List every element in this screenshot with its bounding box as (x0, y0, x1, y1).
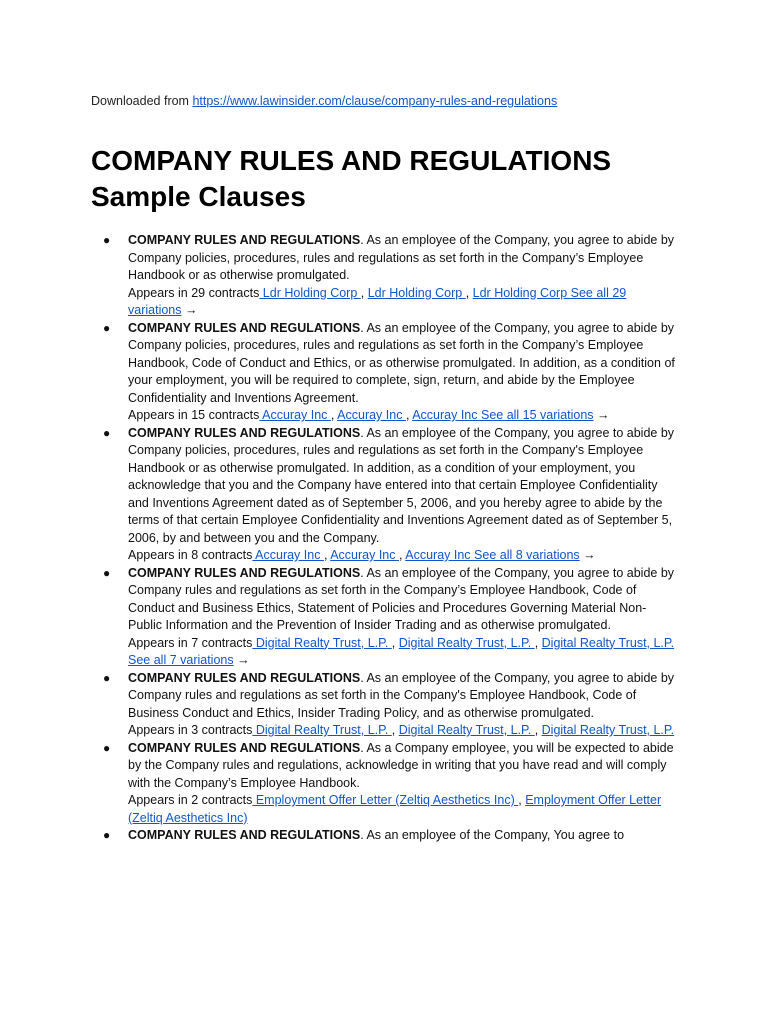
arrow-right-icon: → (237, 653, 250, 667)
link-separator: , (391, 635, 399, 650)
contract-link[interactable]: Accuray Inc (337, 408, 406, 422)
see-all-variations-link[interactable]: See all 15 variations (480, 408, 594, 422)
link-separator: , (360, 285, 368, 300)
bullet-icon: ● (103, 565, 111, 580)
source-line (91, 94, 557, 108)
contract-link[interactable]: Digital Realty Trust, L.P. (398, 723, 535, 737)
contract-link[interactable]: Digital Realty Trust, L.P. (541, 635, 675, 650)
clause-text: . As a Company employee, you will be expected to abide by the Company rules and regulations, acknowledge in writing that you have read and will comply with the Company’s Employee Handbook. (128, 740, 674, 790)
arrow-right-icon: → (597, 408, 610, 422)
clause-text: . As an employee of the Company, You agree to (360, 828, 625, 842)
contract-link[interactable]: Accuray Inc (412, 408, 481, 422)
link-separator: , (391, 723, 399, 737)
clause-text: . As an employee of the Company, you agree to abide by Company policies, procedures, rules and regulations as set forth in the Company's Employee Handbook or as otherwise promulgated. In addition, as a condition of your employment, you acknowledge that you and the Company have entered into that certain Employee Confidentiality and Inventions Agreement dated as of September 5, 2006, and you hereby agree to abide by the terms of that certain Employee Confidentiality and Inventions Agreement dated as of September 5, 2006, by and between you and the Company. (128, 425, 675, 545)
appears-count: Appears in 8 contracts (128, 548, 253, 562)
clause-text: . As an employee of the Company, you agree to abide by Company policies, procedures, rules and regulations as set forth in the Company’s Employee Handbook or as otherwise promulgated. (128, 233, 675, 282)
link-separator: , (534, 635, 542, 650)
see-all-variations-link[interactable]: See all 7 variations (128, 653, 234, 667)
appears-count: Appears in 2 contracts (128, 793, 253, 807)
contract-link[interactable]: Employment Offer Letter (Zeltiq Aesthetics Inc) (128, 793, 662, 825)
link-separator: , (323, 548, 331, 562)
contract-link[interactable]: Employment Offer Letter (Zeltiq Aesthetics Inc) (252, 793, 519, 807)
clause-heading: COMPANY RULES AND REGULATIONS (128, 828, 361, 842)
appears-line (128, 722, 680, 740)
contract-link[interactable]: Ldr Holding Corp (259, 285, 361, 300)
arrow-right-icon: → (583, 548, 596, 562)
contract-link[interactable]: Digital Realty Trust, L.P. (252, 635, 392, 650)
clause-item (0, 827, 768, 845)
link-separator: , (518, 793, 526, 807)
appears-count: Appears in 15 contracts (128, 408, 260, 422)
appears-line (128, 285, 680, 320)
bullet-icon: ● (103, 828, 111, 842)
bullet-icon: ● (103, 320, 111, 335)
contract-link[interactable]: Ldr Holding Corp (472, 285, 571, 300)
source-label: Downloaded from (91, 94, 189, 108)
contract-link[interactable]: Digital Realty Trust, L.P. (252, 723, 392, 737)
clause-heading: COMPANY RULES AND REGULATIONS (128, 425, 361, 440)
appears-count: Appears in 7 contracts (128, 635, 253, 650)
arrow-right-icon: → (184, 303, 198, 317)
contract-link[interactable]: Accuray Inc (405, 548, 475, 562)
bullet-icon: ● (103, 233, 111, 247)
clause-text: . As an employee of the Company, you agree to abide by Company rules and regulations as set forth in the Company’s Employee Handbook, Code of Conduct and Business Ethics, Statement of Policies and Procedures Governing Material Non-Public Information and the Prevention of Insider Trading and as otherwise promulgated. (128, 565, 675, 632)
bullet-icon: ● (103, 425, 111, 440)
clause-item (0, 670, 768, 740)
clause-heading: COMPANY RULES AND REGULATIONS (128, 320, 361, 335)
appears-line (128, 547, 680, 565)
clause-item (0, 565, 768, 670)
clause-item (0, 425, 768, 565)
clause-text: . As an employee of the Company, you agree to abide by Company rules and regulations as set forth in the Company's Employee Handbook, Code of Business Conduct and Ethics, Insider Trading Policy, and as otherwise promulgated. (128, 670, 675, 720)
link-separator: , (398, 548, 406, 562)
contract-link[interactable]: Digital Realty Trust, L.P. (398, 635, 535, 650)
clause-heading: COMPANY RULES AND REGULATIONS (128, 233, 361, 247)
bullet-icon: ● (103, 740, 111, 755)
appears-count: Appears in 3 contracts (128, 723, 253, 737)
clause-item (0, 740, 768, 828)
link-separator: , (465, 285, 473, 300)
title-line-1: COMPANY RULES AND REGULATIONS (91, 145, 612, 176)
link-separator: , (405, 408, 413, 422)
appears-count: Appears in 29 contracts (128, 285, 260, 300)
see-all-variations-link[interactable]: See all 29 variations (128, 285, 627, 317)
link-separator: , (330, 408, 338, 422)
page-title (91, 143, 731, 215)
appears-line (128, 792, 680, 827)
clause-item (0, 232, 768, 320)
clause-text: . As an employee of the Company, you agree to abide by Company policies, procedures, rules and regulations as set forth in the Company’s Employee Handbook, Code of Conduct and Ethics, or as otherwise promulgated. In addition, as a condition of your employment, you will be required to complete, sign, return, and abide by the Employee Confidentiality and Inventions Agreement. (128, 320, 675, 405)
clause-heading: COMPANY RULES AND REGULATIONS (128, 740, 361, 755)
clause-heading: COMPANY RULES AND REGULATIONS (128, 565, 361, 580)
contract-link[interactable]: Digital Realty Trust, L.P. (541, 723, 675, 737)
contract-link[interactable]: Ldr Holding Corp (367, 285, 466, 300)
clause-list (0, 232, 768, 845)
see-all-variations-link[interactable]: See all 8 variations (474, 548, 580, 562)
clause-heading: COMPANY RULES AND REGULATIONS (128, 670, 361, 685)
appears-line (128, 407, 680, 425)
appears-line (128, 635, 680, 670)
title-line-2: Sample Clauses (91, 181, 306, 212)
source-link[interactable]: https://www.lawinsider.com/clause/company-rules-and-regulations (192, 94, 558, 108)
bullet-icon: ● (103, 670, 111, 685)
clause-item (0, 320, 768, 425)
link-separator: , (534, 723, 542, 737)
contract-link[interactable]: Accuray Inc (252, 548, 324, 562)
contract-link[interactable]: Accuray Inc (259, 408, 331, 422)
contract-link[interactable]: Accuray Inc (330, 548, 399, 562)
